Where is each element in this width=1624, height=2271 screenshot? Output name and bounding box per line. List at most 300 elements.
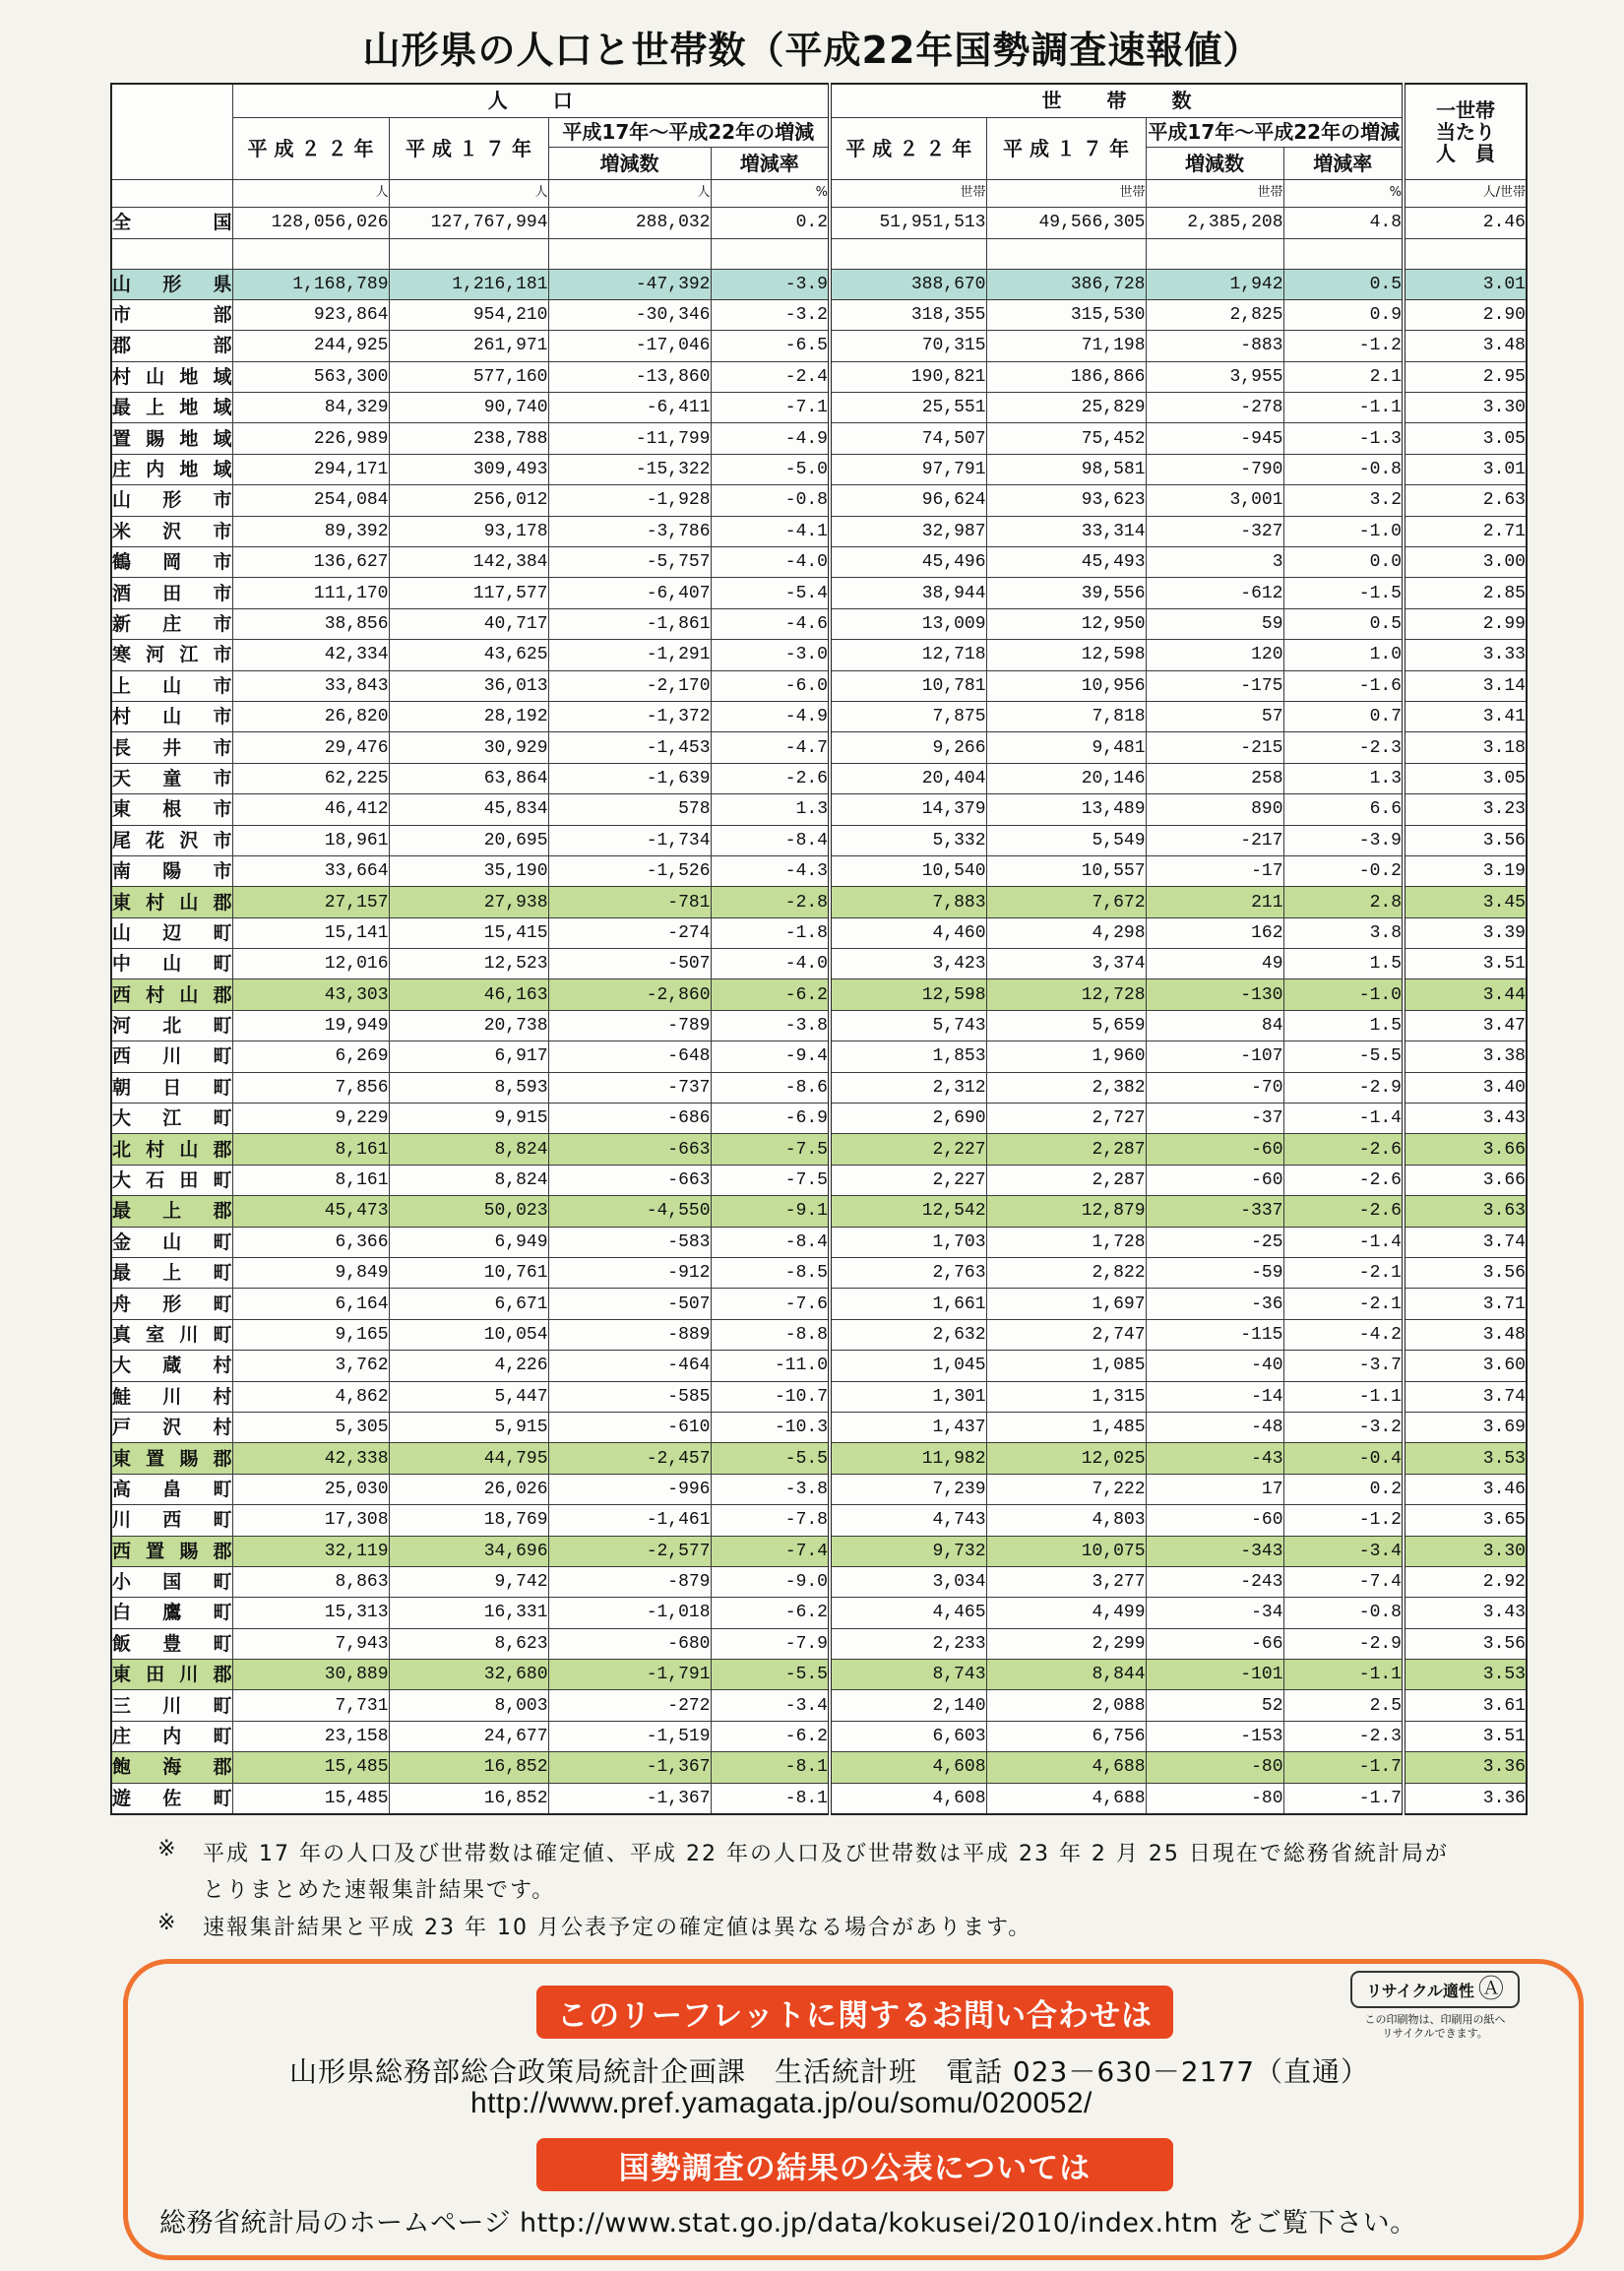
persons-per-household-cell: 3.05 [1404,423,1527,454]
table-row [111,454,1527,484]
population-2010-cell: 9,165 [232,1319,389,1350]
population-2010-cell: 27,157 [232,887,389,917]
households-2010-cell: 3,034 [830,1566,986,1597]
population-2010-cell: 136,627 [232,547,389,578]
population-change-cell: -464 [548,1351,711,1381]
households-2005-cell: 2,088 [986,1690,1146,1721]
table-row [111,1721,1527,1751]
persons-per-household-cell: 3.61 [1404,1690,1527,1721]
households-2010-cell: 5,743 [830,1010,986,1041]
population-change-cell: -781 [548,887,711,917]
units-row [111,179,1527,207]
households-2005-cell: 2,747 [986,1319,1146,1350]
population-header: 人口 [232,84,830,117]
households-change-rate-cell: -1.0 [1283,979,1404,1010]
persons-per-household-cell: 3.00 [1404,547,1527,578]
households-change-cell: -115 [1146,1319,1283,1350]
table-row [111,1134,1527,1165]
population-2005-cell: 43,625 [389,640,548,670]
population-change-header: 平成17年～平成22年の増減 [548,117,830,147]
households-change-rate-cell: -3.7 [1283,1351,1404,1381]
inquiry-banner: このリーフレットに関するお問い合わせは [536,1986,1173,2039]
population-2010-cell: 12,016 [232,949,389,979]
population-change-rate-cell: -3.4 [711,1690,830,1721]
households-2005-cell: 4,688 [986,1783,1146,1813]
households-2005-cell: 3,277 [986,1566,1146,1597]
unit-label: 世帯 [1146,179,1283,207]
persons-per-household-cell: 2.46 [1404,207,1527,238]
households-change-cell: -327 [1146,516,1283,546]
population-change-rate-cell: -10.7 [711,1381,830,1412]
households-2005-cell: 75,452 [986,423,1146,454]
note-mark: ※ [157,1837,178,1861]
households-change-rate-cell: -2.9 [1283,1628,1404,1659]
population-2010-cell: 26,820 [232,701,389,731]
population-2005-cell: 28,192 [389,701,548,731]
table-row [111,1474,1527,1504]
population-table [110,83,1528,1815]
population-change-cell: -6,411 [548,393,711,423]
population-2010-cell: 7,731 [232,1690,389,1721]
spacer-row [111,238,1527,269]
households-change-cell: 2,825 [1146,299,1283,330]
households-2005-cell: 93,623 [986,485,1146,516]
population-change-rate-cell: -8.6 [711,1072,830,1103]
households-change-rate-cell: -1.4 [1283,1104,1404,1134]
population-2005-cell: 8,824 [389,1165,548,1195]
households-change-cell: -790 [1146,454,1283,484]
households-change-rate-cell: -1.1 [1283,1381,1404,1412]
population-2010-cell: 18,961 [232,825,389,855]
population-2010-cell: 8,161 [232,1134,389,1165]
population-2010-cell: 5,305 [232,1412,389,1442]
population-2010-cell: 15,485 [232,1752,389,1783]
table-row [111,299,1527,330]
households-change-cell: -153 [1146,1721,1283,1751]
households-change-cell: -17 [1146,855,1283,886]
households-2005-cell: 8,844 [986,1660,1146,1690]
note-text: 平成 17 年の人口及び世帯数は確定値、平成 22 年の人口及び世帯数は平成 23 年 2 月 25 日現在で総務省統計局が [203,1842,1449,1866]
population-2010-cell: 4,862 [232,1381,389,1412]
households-2010-cell: 318,355 [830,299,986,330]
table-row [111,1660,1527,1690]
population-change-cell: -1,367 [548,1783,711,1813]
households-2005-cell: 25,829 [986,393,1146,423]
population-change-rate-cell: -5.0 [711,454,830,484]
population-change-cell: -11,799 [548,423,711,454]
area-name-cell: 高畠町 [111,1474,232,1504]
households-2010-cell: 9,266 [830,732,986,763]
area-name-cell: 鮭川村 [111,1381,232,1412]
population-change-cell: -585 [548,1381,711,1412]
population-change-rate-cell: -7.8 [711,1505,830,1536]
households-2010-cell: 2,140 [830,1690,986,1721]
households-change-cell: 258 [1146,763,1283,793]
households-2010-cell: 10,781 [830,670,986,701]
households-2005-cell: 5,659 [986,1010,1146,1041]
households-change-cell: -612 [1146,578,1283,608]
households-change-rate-cell: 2.8 [1283,887,1404,917]
table-row [111,1227,1527,1257]
households-2005-cell: 1,485 [986,1412,1146,1442]
note-text: とりまとめた速報集計結果です。 [203,1878,556,1903]
persons-per-household-cell: 2.85 [1404,578,1527,608]
households-change-rate-cell: -2.6 [1283,1165,1404,1195]
households-change-cell: -66 [1146,1628,1283,1659]
population-2010-cell: 33,664 [232,855,389,886]
households-2010-cell: 74,507 [830,423,986,454]
households-change-rate-cell: 1.0 [1283,640,1404,670]
households-change-rate-cell: -1.0 [1283,516,1404,546]
population-2010-cell: 29,476 [232,732,389,763]
population-2010-cell: 43,303 [232,979,389,1010]
households-change-rate-cell: -3.9 [1283,825,1404,855]
population-2005-cell: 9,915 [389,1104,548,1134]
households-change-rate-cell: -1.2 [1283,331,1404,361]
population-2010-cell: 15,313 [232,1598,389,1628]
population-2010-cell: 7,943 [232,1628,389,1659]
population-2005-cell: 20,695 [389,825,548,855]
households-2005-cell: 186,866 [986,361,1146,392]
area-name-cell: 酒田市 [111,578,232,608]
households-2005-cell: 4,298 [986,917,1146,948]
table-row [111,608,1527,639]
households-change-rate-cell: 0.5 [1283,608,1404,639]
households-change-rate-cell: 0.2 [1283,1474,1404,1504]
table-row [111,701,1527,731]
households-change-cell: -70 [1146,1072,1283,1103]
households-2005-cell: 7,222 [986,1474,1146,1504]
population-change-rate-cell: -4.9 [711,423,830,454]
population-change-rate-cell: -8.4 [711,825,830,855]
area-name-cell: 東根市 [111,794,232,825]
households-2010-cell: 14,379 [830,794,986,825]
households-change-cell: 17 [1146,1474,1283,1504]
households-2005-cell: 7,672 [986,887,1146,917]
population-2010-cell: 84,329 [232,393,389,423]
persons-per-household-cell: 3.36 [1404,1752,1527,1783]
population-2005-cell: 1,216,181 [389,269,548,299]
population-change-rate-cell: -0.8 [711,485,830,516]
persons-per-household-cell: 3.18 [1404,732,1527,763]
population-2010-cell: 6,269 [232,1041,389,1072]
recycle-grade-icon: Ⓐ [1477,1975,1504,2004]
households-change-cell: 49 [1146,949,1283,979]
table-row [111,516,1527,546]
households-2005-cell: 10,075 [986,1536,1146,1566]
per-household-header-line: 一世帯 [1436,97,1495,122]
unit-label: 世帯 [830,179,986,207]
population-change-cell: -4,550 [548,1196,711,1227]
population-change-cell: -789 [548,1010,711,1041]
area-name-cell: 南陽市 [111,855,232,886]
area-name-cell: 置賜地域 [111,423,232,454]
households-change-rate-cell: -2.3 [1283,732,1404,763]
persons-per-household-cell: 3.51 [1404,1721,1527,1751]
population-change-cell: -5,757 [548,547,711,578]
area-name-cell: 最上地域 [111,393,232,423]
population-change-rate-cell: -6.2 [711,1598,830,1628]
population-2005-cell: 6,917 [389,1041,548,1072]
persons-per-household-cell: 3.30 [1404,1536,1527,1566]
units-blank-cell [111,179,232,207]
table-row [111,640,1527,670]
population-2005-cell: 90,740 [389,393,548,423]
spacer-cell [232,238,389,269]
households-change-cell: -80 [1146,1783,1283,1813]
population-change-rate-cell: -2.4 [711,361,830,392]
households-change-cell: -80 [1146,1752,1283,1783]
households-change-cell: 3,001 [1146,485,1283,516]
households-2005-cell: 12,950 [986,608,1146,639]
households-2005-cell: 2,382 [986,1072,1146,1103]
area-name-cell: 山形県 [111,269,232,299]
population-2005-cell: 16,852 [389,1752,548,1783]
table-row [111,1443,1527,1474]
households-2005-cell: 386,728 [986,269,1146,299]
population-2005-cell: 5,447 [389,1381,548,1412]
spacer-cell [986,238,1146,269]
households-2010-cell: 20,404 [830,763,986,793]
area-name-cell: 大江町 [111,1104,232,1134]
households-2010-cell: 1,301 [830,1381,986,1412]
table-row [111,825,1527,855]
households-2010-cell: 2,690 [830,1104,986,1134]
households-change-cell: -25 [1146,1227,1283,1257]
area-name-cell: 村山地域 [111,361,232,392]
households-2010-cell: 7,875 [830,701,986,731]
households-2010-cell: 96,624 [830,485,986,516]
households-change-rate-cell: -1.2 [1283,1505,1404,1536]
households-2005-cell: 12,728 [986,979,1146,1010]
recycle-mark [1350,1971,1520,2008]
population-2010-cell: 244,925 [232,331,389,361]
persons-per-household-cell: 3.41 [1404,701,1527,731]
area-name-cell: 新庄市 [111,608,232,639]
households-2010-cell: 388,670 [830,269,986,299]
persons-per-household-cell: 3.23 [1404,794,1527,825]
households-2005-cell: 4,688 [986,1752,1146,1783]
persons-per-household-cell: 2.92 [1404,1566,1527,1597]
population-change-rate-cell: -3.8 [711,1474,830,1504]
persons-per-household-cell: 2.99 [1404,608,1527,639]
persons-per-household-cell: 2.90 [1404,299,1527,330]
table-row [111,361,1527,392]
population-change-rate-cell: -3.8 [711,1010,830,1041]
recycle-label: リサイクル適性 [1366,1981,1474,2000]
population-change-rate-cell: -7.6 [711,1289,830,1319]
population-2010-cell: 254,084 [232,485,389,516]
table-row [111,1598,1527,1628]
households-2010-cell: 4,460 [830,917,986,948]
population-change-rate-cell: 1.3 [711,794,830,825]
households-change-cell: -337 [1146,1196,1283,1227]
population-change-rate-cell: -9.4 [711,1041,830,1072]
households-change-cell: 3 [1146,547,1283,578]
population-change-rate-cell: -6.0 [711,670,830,701]
area-name-cell: 東村山郡 [111,887,232,917]
area-name-cell: 長井市 [111,732,232,763]
households-change-cell: -34 [1146,1598,1283,1628]
population-2005-cell: 15,415 [389,917,548,948]
households-2010-cell: 190,821 [830,361,986,392]
population-change-rate-cell: -4.9 [711,701,830,731]
households-2005-cell: 13,489 [986,794,1146,825]
population-2010-cell: 226,989 [232,423,389,454]
table-row [111,794,1527,825]
population-2005-cell: 10,054 [389,1319,548,1350]
population-change-rate-cell: -2.8 [711,887,830,917]
population-2005-cell: 16,331 [389,1598,548,1628]
population-2010-cell: 9,229 [232,1104,389,1134]
households-change-rate-cell: -2.9 [1283,1072,1404,1103]
households-2005-cell: 7,818 [986,701,1146,731]
households-2005-cell: 71,198 [986,331,1146,361]
population-change-cell: -680 [548,1628,711,1659]
population-change-rate-cell: -4.1 [711,516,830,546]
population-2010-cell: 46,412 [232,794,389,825]
population-2005-cell: 8,593 [389,1072,548,1103]
population-2010-cell: 128,056,026 [232,207,389,238]
table-row [111,578,1527,608]
households-change-cell: -217 [1146,825,1283,855]
households-2010-cell: 8,743 [830,1660,986,1690]
recycle-note: この印刷物は、印刷用の紙へ [1364,2013,1506,2026]
households-2005-cell: 1,697 [986,1289,1146,1319]
households-change-cell: -60 [1146,1505,1283,1536]
population-change-rate-cell: -8.1 [711,1752,830,1783]
persons-per-household-cell: 3.56 [1404,825,1527,855]
area-name-cell: 朝日町 [111,1072,232,1103]
persons-per-household-cell: 3.19 [1404,855,1527,886]
households-change-rate-cell: 3.8 [1283,917,1404,948]
population-change-cell: 578 [548,794,711,825]
population-change-cell: -47,392 [548,269,711,299]
population-change-cell: -1,372 [548,701,711,731]
population-change-cell: -507 [548,949,711,979]
area-name-cell: 大蔵村 [111,1351,232,1381]
area-name-cell: 舟形町 [111,1289,232,1319]
area-name-cell: 三川町 [111,1690,232,1721]
households-change-cell: 2,385,208 [1146,207,1283,238]
per-household-header-line: 当たり [1436,119,1495,144]
households-2010-cell: 45,496 [830,547,986,578]
population-change-cell: -663 [548,1134,711,1165]
population-2005-cell: 6,671 [389,1289,548,1319]
population-2005-cell: 6,949 [389,1227,548,1257]
table-row [111,1258,1527,1289]
persons-per-household-cell: 3.74 [1404,1227,1527,1257]
persons-per-household-cell: 3.47 [1404,1010,1527,1041]
households-2010-cell: 25,551 [830,393,986,423]
population-2005-cell: 27,938 [389,887,548,917]
households-2010-cell: 2,632 [830,1319,986,1350]
table-row [111,1628,1527,1659]
population-2010-cell: 89,392 [232,516,389,546]
population-2005-cell: 954,210 [389,299,548,330]
households-change-rate-cell: -0.8 [1283,454,1404,484]
population-2005-cell: 30,929 [389,732,548,763]
households-2010-cell: 97,791 [830,454,986,484]
table-row [111,855,1527,886]
households-change-cell: -59 [1146,1258,1283,1289]
households-2010-cell: 1,703 [830,1227,986,1257]
population-2005-cell: 63,864 [389,763,548,793]
persons-per-household-cell: 2.95 [1404,361,1527,392]
table-row [111,979,1527,1010]
population-2010-cell: 42,338 [232,1443,389,1474]
persons-per-household-cell: 3.66 [1404,1134,1527,1165]
population-change-cell: -1,734 [548,825,711,855]
households-change-rate-cell: 0.5 [1283,269,1404,299]
households-change-cell: -883 [1146,331,1283,361]
population-change-rate-cell: -9.1 [711,1196,830,1227]
recycle-note: リサイクルできます。 [1382,2027,1488,2040]
area-name-cell: 郡部 [111,331,232,361]
header-row [111,84,1527,117]
households-change-header: 平成17年～平成22年の増減 [1146,117,1404,147]
households-2010-header: 平成２２年 [830,117,986,179]
population-change-rate-cell: -6.5 [711,331,830,361]
population-2010-cell: 294,171 [232,454,389,484]
households-2005-cell: 1,315 [986,1381,1146,1412]
spacer-cell [711,238,830,269]
area-name-cell: 中山町 [111,949,232,979]
households-change-cell: -107 [1146,1041,1283,1072]
households-change-cell: 211 [1146,887,1283,917]
area-name-cell: 金山町 [111,1227,232,1257]
population-2005-cell: 117,577 [389,578,548,608]
area-name-cell: 市部 [111,299,232,330]
population-change-cell: -6,407 [548,578,711,608]
population-change-cell: -1,519 [548,1721,711,1751]
households-change-cell: -60 [1146,1134,1283,1165]
population-2010-cell: 25,030 [232,1474,389,1504]
households-change-rate-cell: 1.3 [1283,763,1404,793]
unit-label: 人 [389,179,548,207]
households-change-cell: -945 [1146,423,1283,454]
persons-per-household-cell: 3.74 [1404,1381,1527,1412]
population-2005-cell: 26,026 [389,1474,548,1504]
table-row [111,1319,1527,1350]
persons-per-household-cell: 3.30 [1404,393,1527,423]
persons-per-household-cell: 3.53 [1404,1443,1527,1474]
households-change-cell: 890 [1146,794,1283,825]
population-2005-cell: 36,013 [389,670,548,701]
persons-per-household-cell: 3.56 [1404,1628,1527,1659]
households-2010-cell: 11,982 [830,1443,986,1474]
area-name-cell: 庄内地域 [111,454,232,484]
table-row [111,1690,1527,1721]
population-change-cell: -1,291 [548,640,711,670]
population-2010-cell: 30,889 [232,1660,389,1690]
households-change-rate-cell: -1.7 [1283,1752,1404,1783]
population-change-cell: -889 [548,1319,711,1350]
population-2010-cell: 19,949 [232,1010,389,1041]
households-change-cell: -343 [1146,1536,1283,1566]
persons-per-household-cell: 3.46 [1404,1474,1527,1504]
households-2005-cell: 12,598 [986,640,1146,670]
households-2005-cell: 4,499 [986,1598,1146,1628]
population-change-cell: -610 [548,1412,711,1442]
area-name-cell: 飽海郡 [111,1752,232,1783]
population-2010-cell: 7,856 [232,1072,389,1103]
population-change-cell: -879 [548,1566,711,1597]
households-change-cell: -40 [1146,1351,1283,1381]
area-name-cell: 米沢市 [111,516,232,546]
table-row [111,732,1527,763]
area-name-cell: 川西町 [111,1505,232,1536]
